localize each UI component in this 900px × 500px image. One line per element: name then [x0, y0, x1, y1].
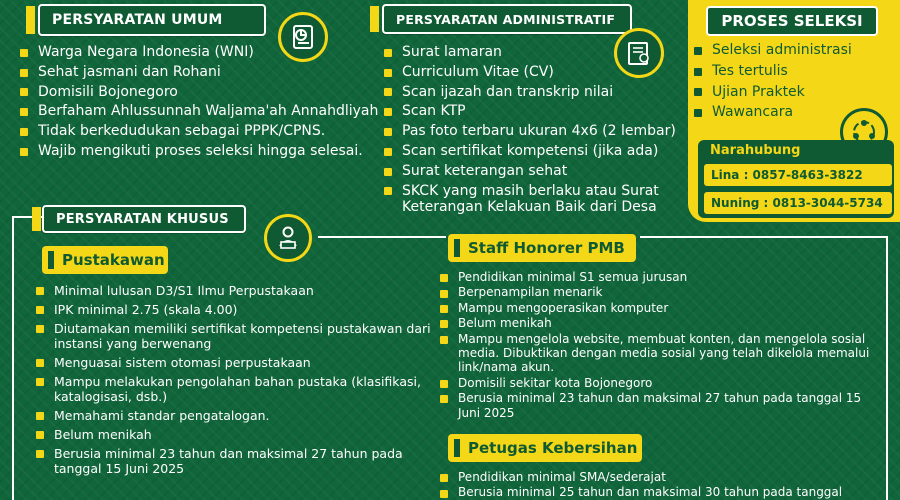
list-item: Domisili sekitar kota Bojonegoro	[440, 376, 880, 390]
list-item: Scan KTP	[384, 103, 686, 120]
umum-title	[38, 4, 266, 36]
list-item: Ujian Praktek	[694, 84, 884, 101]
list-item: Scan sertifikat kompetensi (jika ada)	[384, 143, 686, 160]
list-item: Wawancara	[694, 104, 884, 121]
list-item: SKCK yang masih berlaku atau Surat Keterangan Kelakuan Baik dari Desa	[384, 183, 686, 217]
list-item: Menguasai sistem otomasi perpustakaan	[36, 355, 440, 370]
staff-list	[440, 270, 880, 421]
list-item: Diutamakan memiliki sertifikat kompetensi pustakawan dari instansi yang berwenang	[36, 321, 440, 351]
kebersihan-tick	[454, 439, 460, 457]
list-item: Curriculum Vitae (CV)	[384, 64, 686, 81]
khusus-title-text: PERSYARATAN KHUSUS	[56, 211, 229, 227]
khusus-title	[42, 205, 246, 233]
list-item: Scan ijazah dan transkrip nilai	[384, 84, 686, 101]
staff-tick	[454, 239, 460, 257]
administratif-title	[382, 4, 632, 34]
list-item: Pas foto terbaru ukuran 4x6 (2 lembar)	[384, 123, 686, 140]
kebersihan-title-text: Petugas Kebersihan	[468, 439, 638, 457]
list-item: Warga Negara Indonesia (WNI)	[20, 44, 370, 61]
list-item: Berusia minimal 23 tahun dan maksimal 27 tahun pada tanggal 15 Juni 2025	[440, 391, 880, 420]
list-item: Mampu mengelola website, membuat konten, dan mengelola sosial media. Dibuktikan dengan media sosial yang telah dikelola memalui link/nama akun.	[440, 332, 880, 375]
list-item: Domisili Bojonegoro	[20, 84, 370, 101]
connector-line	[886, 236, 888, 500]
narahubung-label: Narahubung	[710, 143, 801, 158]
pustakawan-title-text: Pustakawan	[62, 251, 165, 269]
administratif-accent	[370, 6, 379, 32]
administratif-list	[384, 44, 686, 219]
seleksi-title-text: PROSES SELEKSI	[721, 12, 863, 30]
staff-title	[448, 234, 636, 262]
umum-list	[20, 44, 379, 163]
seleksi-title	[706, 6, 878, 36]
person-laptop-icon	[264, 214, 312, 262]
list-item: Berpenampilan menarik	[440, 285, 880, 299]
list-item: Berusia minimal 25 tahun dan maksimal 30 tahun pada tanggal	[440, 485, 880, 499]
list-item: Berusia minimal 23 tahun dan maksimal 27 tahun pada tanggal 15 Juni 2025	[36, 446, 440, 476]
contact-lina: Lina : 0857-8463-3822	[704, 164, 892, 186]
administratif-title-text: PERSYARATAN ADMINISTRATIF	[396, 11, 616, 27]
list-item: Tes tertulis	[694, 63, 884, 80]
list-item: Wajib mengikuti proses seleksi hingga selesai.	[20, 143, 370, 160]
list-item: Memahami standar pengatalogan.	[36, 408, 440, 423]
umum-title-text: PERSYARATAN UMUM	[52, 12, 223, 28]
list-item: Seleksi administrasi	[694, 42, 884, 59]
list-item: Minimal lulusan D3/S1 Ilmu Perpustakaan	[36, 283, 440, 298]
staff-title-text: Staff Honorer PMB	[468, 239, 625, 257]
connector-line	[318, 236, 446, 238]
list-item: Belum menikah	[440, 316, 880, 330]
list-item: Pendidikan minimal SMA/sederajat	[440, 470, 880, 484]
list-item: Berfaham Ahlussunnah Waljama'ah Annahdliyah	[20, 103, 370, 120]
kebersihan-list	[440, 470, 880, 500]
kebersihan-title	[448, 434, 642, 462]
list-item: Sehat jasmani dan Rohani	[20, 64, 370, 81]
pustakawan-list	[36, 283, 440, 480]
list-item: Tidak berkedudukan sebagai PPPK/CPNS.	[20, 123, 370, 140]
list-item: Belum menikah	[36, 427, 440, 442]
contact-nuning: Nuning : 0813-3044-5734	[704, 192, 892, 214]
pustakawan-title	[42, 246, 168, 274]
list-item: Surat keterangan sehat	[384, 163, 686, 180]
connector-line	[12, 216, 14, 500]
list-item: Mampu melakukan pengolahan bahan pustaka (klasifikasi, katalogisasi, dsb.)	[36, 374, 440, 404]
pustakawan-tick	[48, 251, 54, 269]
list-item: Surat lamaran	[384, 44, 686, 61]
khusus-accent	[32, 207, 41, 231]
list-item: Mampu mengoperasikan komputer	[440, 301, 880, 315]
list-item: Pendidikan minimal S1 semua jurusan	[440, 270, 880, 284]
list-item: IPK minimal 2.75 (skala 4.00)	[36, 302, 440, 317]
connector-line	[640, 236, 888, 238]
umum-accent	[26, 6, 35, 34]
